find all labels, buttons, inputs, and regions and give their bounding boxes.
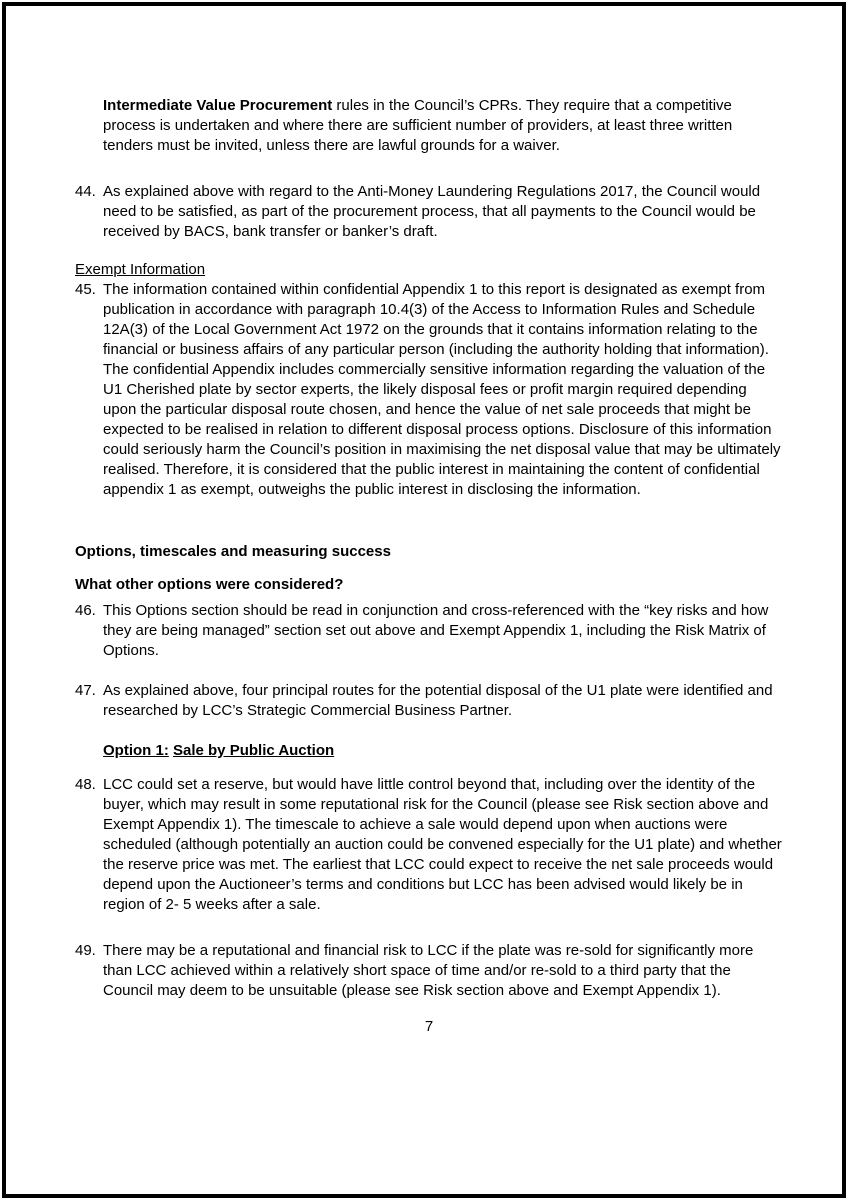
paragraph-number: 47. bbox=[75, 682, 96, 699]
paragraph-45 bbox=[75, 280, 783, 500]
paragraph-46 bbox=[75, 601, 783, 661]
paragraph-44 bbox=[75, 182, 783, 242]
options-section-heading: Options, timescales and measuring success bbox=[75, 543, 391, 560]
paragraph-47 bbox=[75, 681, 783, 721]
exempt-information-heading: Exempt Information bbox=[75, 261, 206, 278]
paragraph-number: 46. bbox=[75, 602, 96, 619]
intro-paragraph bbox=[75, 96, 783, 156]
intro-bold-lead: Intermediate Value Procurement bbox=[103, 97, 333, 114]
paragraph-text: As explained above, four principal routes for the potential disposal of the U1 plate were identified and researched by LCC’s Strategic Commercial Business Partner. bbox=[103, 682, 773, 719]
paragraph-text: This Options section should be read in conjunction and cross-referenced with the “key risks and how they are being managed” section set out above and Exempt Appendix 1, including the Risk Matrix of Options. bbox=[103, 602, 769, 659]
option1-title: Sale by Public Auction bbox=[173, 742, 335, 759]
paragraph-number: 44. bbox=[75, 183, 96, 200]
page-content bbox=[75, 96, 783, 1037]
paragraph-text: There may be a reputational and financial risk to LCC if the plate was re-sold for significantly more than LCC achieved within a relatively short space of time and/or re-sold to a third party that the Council may deem to be unsuitable (please see Risk section above and Exempt Appendix 1). bbox=[103, 942, 754, 999]
paragraph-number: 48. bbox=[75, 776, 96, 793]
option1-label: Option 1: bbox=[103, 742, 169, 759]
intro-text: rules in the Council’s CPRs. They require that a competitive process is undertaken and where there are sufficient number of providers, at least three written tenders must be invited, unless there are lawful grounds for a waiver. bbox=[103, 97, 733, 154]
paragraph-number: 45. bbox=[75, 281, 96, 298]
paragraph-text: The information contained within confidential Appendix 1 to this report is designated as exempt from publication in accordance with paragraph 10.4(3) of the Access to Information Rules and Schedule 12A(3) of the Local Government Act 1972 on the grounds that it contains information relating to the financial or business affairs of any particular person (including the authority holding that information). The confidential Appendix includes commercially sensitive information regarding the valuation of the U1 Cherished plate by sector experts, the likely disposal fees or profit margin required depending upon the particular disposal route chosen, and hence the value of net sale proceeds that might be expected to be realised in relation to different disposal process options. Disclosure of this information could seriously harm the Council’s position in maximising the net disposal value that may be ultimately realised. Therefore, it is considered that the public interest in maintaining the content of confidential appendix 1 as exempt, outweighs the public interest in disclosing the information. bbox=[103, 281, 781, 498]
paragraph-text: As explained above with regard to the Anti-Money Laundering Regulations 2017, the Council would need to be satisfied, as part of the procurement process, that all payments to the Council would be received by BACS, bank transfer or banker’s draft. bbox=[103, 183, 761, 240]
paragraph-49 bbox=[75, 941, 783, 1001]
page-number: 7 bbox=[424, 1018, 434, 1035]
paragraph-number: 49. bbox=[75, 942, 96, 959]
paragraph-48 bbox=[75, 775, 783, 915]
other-options-question-heading: What other options were considered? bbox=[75, 576, 344, 593]
paragraph-text: LCC could set a reserve, but would have little control beyond that, including over the identity of the buyer, which may result in some reputational risk for the Council (please see Risk section above and Exempt Appendix 1). The timescale to achieve a sale would depend upon when auctions were scheduled (although potentially an auction could be convened especially for the U1 plate) and whether the reserve price was met. The earliest that LCC could expect to receive the net sale proceeds would depend upon the Auctioneer’s terms and conditions but LCC has been advised would likely be in region of 2- 5 weeks after a sale. bbox=[103, 776, 782, 913]
option1-heading bbox=[75, 741, 783, 761]
